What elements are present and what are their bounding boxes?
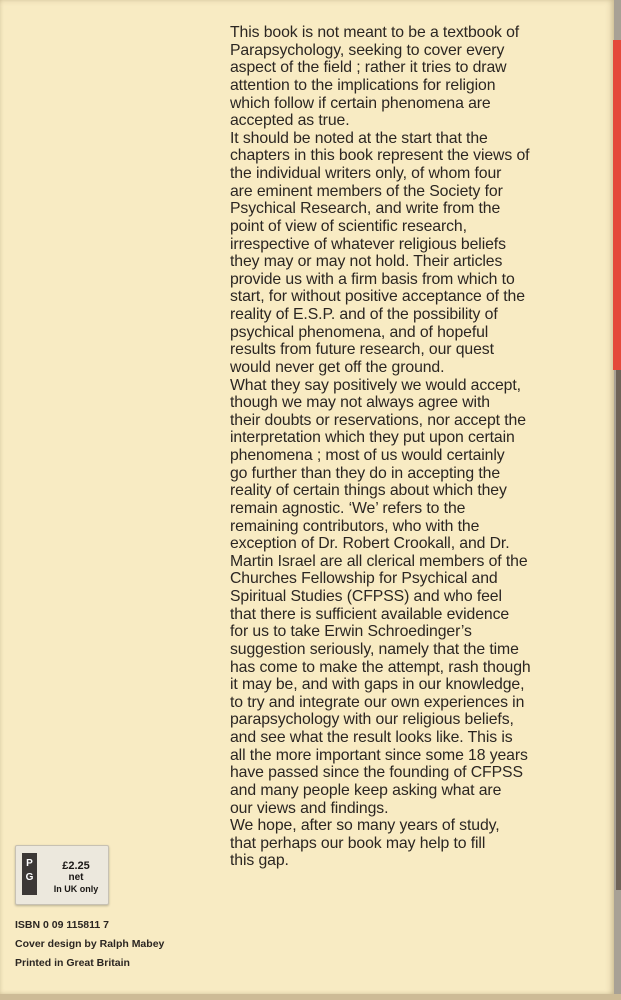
blurb-line: interpretation which they put upon certain xyxy=(230,429,515,447)
blurb-line: attention to the implications for religion xyxy=(230,76,496,94)
blurb-line: chapters in this book represent the views of xyxy=(230,147,530,165)
blurb-line: are eminent members of the Society for xyxy=(230,182,503,200)
blurb-line: Parapsychology, seeking to cover every xyxy=(230,41,505,59)
blurb-line: suggestion seriously, namely that the time xyxy=(230,640,519,658)
imprint xyxy=(15,916,164,974)
blurb-line: and many people keep asking what are xyxy=(230,781,502,799)
blurb-line: remain agnostic. ‘We’ refers to the xyxy=(230,499,466,517)
blurb-line: remaining contributors, who with the xyxy=(230,517,480,535)
blurb-line: start, for without positive acceptance of the xyxy=(230,288,525,306)
cover-design-credit: Cover design by Ralph Mabey xyxy=(15,938,165,951)
blurb-line: Martin Israel are all clerical members of the xyxy=(230,552,528,570)
blurb-line: our views and findings. xyxy=(230,799,389,817)
price-label xyxy=(46,860,106,895)
blurb-line: parapsychology with our religious beliefs, xyxy=(230,711,514,729)
publisher-logo-letter: G xyxy=(25,872,34,883)
blurb-line: point of view of scientific research, xyxy=(230,217,467,235)
blurb-line: What they say positively we would accept, xyxy=(230,376,521,394)
spine-red-stripe xyxy=(613,40,621,370)
blurb-line: though we may not always agree with xyxy=(230,394,490,412)
publisher-logo xyxy=(22,853,37,895)
blurb-line: which follow if certain phenomena are xyxy=(230,94,491,112)
price-sticker xyxy=(15,845,109,905)
price-region: In UK only xyxy=(53,884,99,894)
blurb-text xyxy=(230,24,608,870)
spine-dark-stripe xyxy=(616,370,621,890)
isbn: ISBN 0 09 115811 7 xyxy=(15,919,109,931)
blurb-line: for us to take Erwin Schroedinger’s xyxy=(230,623,472,641)
blurb-line: We hope, after so many years of study, xyxy=(230,817,500,835)
blurb-line: psychical phenomena, and of hopeful xyxy=(230,323,489,341)
blurb-line: Psychical Research, and write from the xyxy=(230,200,501,218)
blurb-line: accepted as true. xyxy=(230,112,350,130)
blurb-line: aspect of the field ; rather it tries to draw xyxy=(230,59,507,77)
printed-in: Printed in Great Britain xyxy=(15,957,130,970)
blurb-line: Spiritual Studies (CFPSS) and who feel xyxy=(230,588,502,605)
blurb-line: the individual writers only, of whom four xyxy=(230,165,502,182)
blurb-line: has come to make the attempt, rash though xyxy=(230,658,531,676)
publisher-logo-letter: P xyxy=(26,858,33,869)
blurb-line: irrespective of whatever religious beliefs xyxy=(230,235,506,253)
blurb-line: It should be noted at the start that the xyxy=(230,129,488,147)
blurb-line: exception of Dr. Robert Crookall, and Dr. xyxy=(230,535,510,553)
blurb-line: reality of certain things about which they xyxy=(230,482,507,500)
blurb-line: phenomena ; most of us would certainly xyxy=(230,447,505,464)
blurb-line: Churches Fellowship for Psychical and xyxy=(230,570,498,588)
blurb-line: all the more important since some 18 years xyxy=(230,746,528,764)
blurb-line: that there is sufficient available evidence xyxy=(230,605,510,623)
blurb-line: they may or may not hold. Their articles xyxy=(230,253,503,271)
blurb-line: their doubts or reservations, nor accept the xyxy=(230,411,526,429)
blurb-line: would never get off the ground. xyxy=(230,358,445,376)
price-net: net xyxy=(68,872,84,883)
blurb-line: provide us with a firm basis from which to xyxy=(230,270,515,288)
bottom-edge xyxy=(0,994,621,1000)
blurb-line: this gap. xyxy=(230,852,289,870)
blurb-line: that perhaps our book may help to fill xyxy=(230,834,486,852)
blurb-line: and see what the result looks like. This is xyxy=(230,729,513,746)
blurb-line: go further than they do in accepting the xyxy=(230,464,501,482)
blurb-line: to try and integrate our own experiences in xyxy=(230,693,525,711)
blurb-line: reality of E.S.P. and of the possibility of xyxy=(230,306,498,323)
blurb-line: This book is not meant to be a textbook of xyxy=(230,24,520,41)
blurb-line: results from future research, our quest xyxy=(230,341,494,359)
blurb-line: it may be, and with gaps in our knowledge, xyxy=(230,676,525,694)
price-amount: £2.25 xyxy=(62,860,90,872)
blurb-line: have passed since the founding of CFPSS xyxy=(230,764,523,782)
